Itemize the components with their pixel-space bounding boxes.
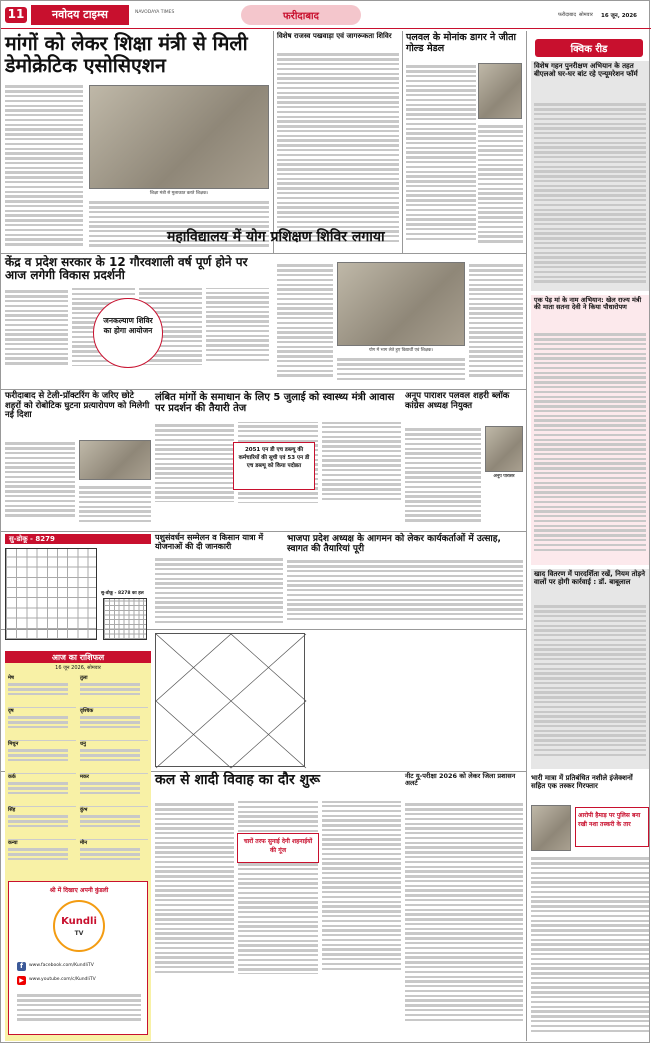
horoscope-right-col	[80, 675, 148, 875]
story-headline: भाजपा प्रदेश अध्यक्ष के आगमन को लेकर कार्यकर्ताओं में उत्साह, स्वागत की तैयारियां पूरी	[287, 534, 501, 555]
edition-city: फरीदाबाद	[558, 12, 576, 18]
facebook-icon: f	[17, 962, 26, 971]
story-gold-medal	[406, 33, 523, 251]
story-headline: महाविद्यालय में योग प्रशिक्षण शिविर लगाया	[167, 229, 385, 245]
story-teachers-minister	[5, 33, 269, 251]
story-headline: कल से शादी विवाह का दौर शुरू	[155, 772, 320, 788]
story-congress-president	[405, 392, 523, 528]
ad-youtube-link[interactable]: www.youtube.com/c/KundliTV	[29, 977, 96, 982]
story-body	[277, 51, 399, 249]
story-headline: विशेष राजस्व पखवाड़ा एवं जागरूकता शिविर	[277, 32, 392, 40]
rashi-right-2: धनु	[80, 741, 148, 774]
block-body	[534, 331, 646, 563]
story-body	[405, 426, 481, 526]
pullquote-text: आरोपी हैमाड़ पर पुलिस बना रखी नशा तस्करी के तार	[578, 812, 641, 828]
horoscope-section	[5, 651, 151, 1041]
sudoku-solution-grid	[103, 598, 147, 640]
youtube-icon: ▶	[17, 976, 26, 985]
story-body	[5, 83, 83, 249]
portrait-photo	[485, 426, 523, 472]
story-drug-arrest	[531, 775, 649, 1039]
story-body	[277, 262, 333, 384]
block-body	[534, 101, 646, 289]
yoga-photo	[337, 262, 465, 346]
horoscope-left-col	[8, 675, 76, 875]
quick-read-title: क्विक रीड	[570, 44, 608, 55]
rashi-right-5: मीन	[80, 840, 148, 873]
pullquote-text: 2051 एन डी एच डब्ल्यू की कर्मचारियों की सूची एवं 53 एन डी एच डब्ल्यू को किया पदोन्नत	[238, 447, 310, 469]
block-body	[534, 603, 646, 767]
rashi-left-2: मिथुन	[8, 741, 76, 774]
story-body	[405, 801, 523, 1037]
story-yoga-body	[277, 256, 523, 386]
right-column	[529, 33, 649, 1041]
story-body	[406, 63, 476, 249]
portrait-caption: अनूप पाराशर	[493, 474, 515, 479]
right-block-3	[531, 569, 649, 769]
ad-facebook-link[interactable]: www.facebook.com/KundliTV	[29, 963, 94, 968]
horoscope-title: आज का राशिफल	[51, 653, 105, 662]
rashi-right-3: मकर	[80, 774, 148, 807]
ad-body	[17, 992, 141, 1032]
ad-brand: Kundli	[61, 916, 97, 927]
story-wedding-season	[155, 773, 401, 1039]
ad-brand-sub: TV	[74, 930, 84, 937]
story-body	[5, 440, 75, 526]
story-body	[531, 855, 649, 1037]
story-headline: केंद्र व प्रदेश सरकार के 12 गौरवशाली वर्ष पूर्ण होने पर आज लगेगी विकास प्रदर्शनी	[5, 255, 248, 283]
rashi-left-0: मेष	[8, 675, 76, 708]
right-block-1	[531, 61, 649, 291]
ad-title: श्री में दिखाए अपनी कुंडली	[49, 887, 109, 894]
paper-logo: नवोदय टाइम्स	[52, 8, 108, 21]
right-block-2	[531, 295, 649, 565]
story-headline: अनूप पाराशर पलवल शहरी ब्लॉक कांग्रेस अध्यक्ष नियुक्त	[405, 391, 510, 411]
photo-caption: योग में भाग लेते हुए विद्यार्थी एवं शिक्षक।	[368, 348, 434, 353]
story-robotic-knee	[5, 392, 151, 528]
sudoku-solution-label: सु-डोकू - 8278 का हल	[101, 591, 144, 596]
story-body	[287, 558, 523, 626]
story-animal-husbandry	[155, 534, 283, 628]
story-health-minister-protest	[155, 392, 401, 528]
rashi-left-3: कर्क	[8, 774, 76, 807]
rashi-right-1: वृश्चिक	[80, 708, 148, 741]
arrest-photo	[531, 805, 571, 851]
masthead	[1, 1, 651, 29]
rashi-right-4: कुंभ	[80, 807, 148, 840]
block-headline: एक पेड़ मां के नाम अभियान: खेल राज्य मंत्री की माता सतना देवी ने किया पौधारोपण	[534, 296, 642, 312]
rashi-left-5: कन्या	[8, 840, 76, 873]
paper-logo-sub: NAVODAYA TIMES	[135, 10, 175, 15]
story-headline: भारी मात्रा में प्रतिबंधित नशीले इंजेक्शनों सहित एक तस्कर गिरफ्तार	[531, 774, 633, 790]
story-development-exhibition	[5, 256, 269, 386]
story-body-2	[337, 356, 465, 384]
story-headline: मांगों को लेकर शिक्षा मंत्री से मिली डेमोक्रेटिक एसोसिएशन	[5, 32, 248, 77]
kundli-chart-lines	[156, 634, 306, 768]
rashi-left-1: वृष	[8, 708, 76, 741]
story-headline: पलवल के मोनांक डागर ने जीता गोल्ड मेडल	[406, 32, 516, 54]
story-headline: लंबित मांगों के समाधान के लिए 5 जुलाई को स्वास्थ्य मंत्री आवास पर प्रदर्शन की तैयारी तेज	[155, 392, 395, 415]
sudoku-grid[interactable]	[5, 548, 97, 640]
doctor-photo	[79, 440, 151, 480]
kundli-ad[interactable]	[8, 881, 148, 1035]
story-body-2	[79, 484, 151, 526]
edition-day: सोमवार	[579, 12, 593, 18]
story-body	[155, 556, 283, 626]
sudoku-section	[5, 534, 151, 646]
story-photo	[89, 85, 269, 189]
athlete-photo	[478, 63, 522, 119]
rashi-left-4: सिंह	[8, 807, 76, 840]
story-headline: फरीदाबाद से टेली-प्रॉक्टरिंग के जरिए छोटे शहरों को रोबोटिक घुटना प्रत्यारोपण को मिलेगी नई दिशा	[5, 391, 150, 421]
rashi-right-0: तुला	[80, 675, 148, 708]
sudoku-title: सु-डोकू - 8279	[9, 535, 55, 543]
section-label: फरीदाबाद	[283, 11, 319, 22]
story-headline: पशुसंवर्धन सम्मेलन व किसान यात्रा में योजनाओं की दी जानकारी	[155, 533, 264, 551]
edition-date: 16 जून, 2026	[601, 13, 638, 19]
story-neet-exam	[405, 773, 523, 1039]
kundli-chart	[155, 633, 305, 767]
story-revenue-camp	[277, 33, 399, 251]
pullquote-text: चारों तरफ सुनाई देगी शहनाईयों की गूंज	[243, 838, 313, 854]
horoscope-date: 16 जून 2026, सोमवार	[55, 665, 101, 671]
story-body-3	[469, 262, 523, 384]
block-headline: विशेष गहन पुनरीक्षण अभियान के तहत बीएलओ घर-घर बांट रहे एन्यूमरेशन फॉर्म	[534, 62, 638, 78]
pullquote-text: जनकल्याण शिविर का होगा आयोजन	[103, 316, 153, 335]
story-headline: नीट यू-परीक्षा 2026 को लेकर जिला प्रशासन अलर्ट	[405, 772, 516, 788]
photo-caption: शिक्षा मंत्री से मुलाकात करते शिक्षक।	[149, 191, 209, 196]
story-bjp-president-visit	[287, 534, 523, 628]
block-headline: खाद वितरण में पारदर्शिता रखें, नियम तोड़ने वालों पर होगी कार्रवाई : डॉ. बाबूलाल	[534, 570, 646, 586]
page-number: 11	[7, 7, 25, 21]
